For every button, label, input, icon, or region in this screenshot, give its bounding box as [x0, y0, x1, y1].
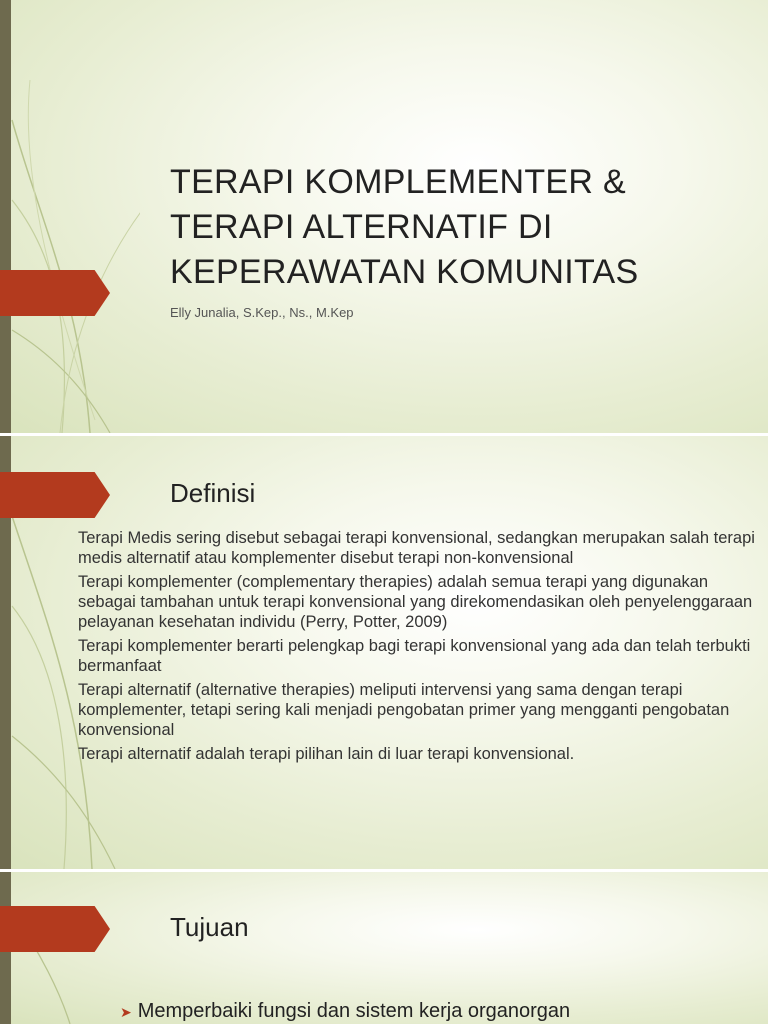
list-item: Terapi alternatif adalah terapi pilihan lain di luar terapi konvensional.: [78, 745, 575, 763]
slide-tujuan: [0, 872, 768, 1024]
slide-title-text: [170, 160, 750, 295]
list-item: Terapi komplementer berarti pelengkap bagi terapi konvensional yang ada dan telah terbukti bermanfaat: [78, 637, 751, 675]
slide-definisi: [0, 436, 768, 869]
slide-title: [0, 0, 768, 433]
section-heading: Tujuan: [170, 912, 249, 942]
section-heading: Definisi: [170, 478, 256, 508]
list-item: Terapi alternatif (alternative therapies) meliputi intervensi yang sama dengan terapi komplementer, tetapi sering kali menjadi pengobatan primer yang mengganti pengobatan konvensional: [78, 681, 730, 739]
accent-tab: [0, 906, 110, 952]
arrow-bullet-icon: ➤: [120, 1004, 132, 1020]
title-line: TERAPI ALTERNATIF DI: [170, 208, 553, 246]
list-item: Terapi komplementer (complementary therapies) adalah semua terapi yang digunakan sebagai tambahan untuk terapi konvensional yang direkomendasikan oleh penyelenggaraan pelayanan kesehatan individu (Perry, Potter, 2009): [78, 573, 753, 631]
accent-tab: [0, 270, 110, 316]
list-item: Terapi Medis sering disebut sebagai terapi konvensional, sedangkan merupakan salah terapi medis alternatif atau komplementer disebut terapi non-konvensional: [78, 529, 755, 567]
bullet-item: [120, 1000, 760, 1023]
accent-tab: [0, 472, 110, 518]
definition-list: [78, 528, 758, 768]
leaf-decoration: [0, 0, 140, 433]
title-line: TERAPI KOMPLEMENTER &: [170, 163, 626, 201]
bullet-text: Memperbaiki fungsi dan sistem kerja organorgan: [137, 1000, 571, 1022]
title-line: KEPERAWATAN KOMUNITAS: [170, 253, 639, 291]
author-name: Elly Junalia, S.Kep., Ns., M.Kep: [170, 305, 354, 320]
